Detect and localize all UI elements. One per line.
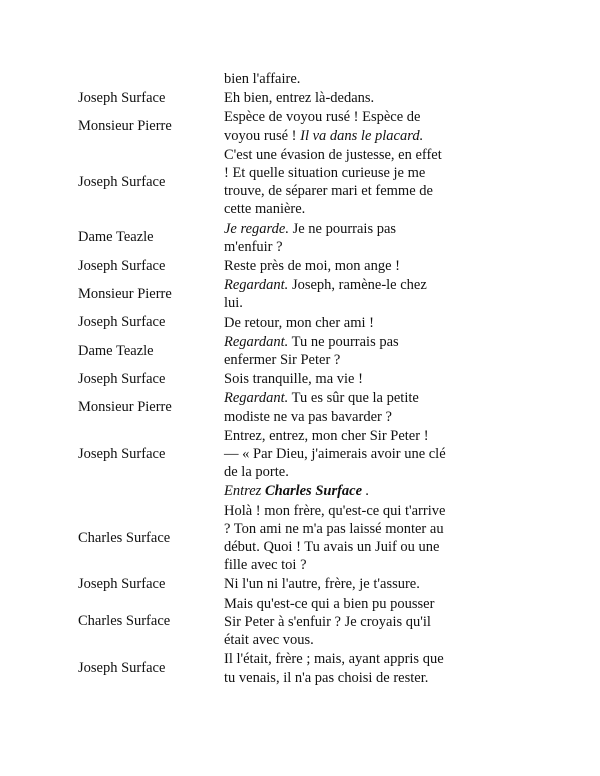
dialogue-text: Reste près de moi, mon ange !: [224, 258, 400, 275]
dialogue-line: [224, 595, 446, 650]
dialogue-row: [0, 575, 600, 593]
speaker-name: Charles Surface: [78, 613, 171, 630]
dialogue-text: Il l'était, frère ; mais, ayant appris que tu venais, il n'a pas choisi de rester.: [224, 651, 444, 686]
dialogue-text: Ni l'un ni l'autre, frère, je t'assure.: [224, 576, 420, 593]
dialogue-line: [224, 70, 446, 88]
dialogue-row: [0, 595, 600, 650]
speaker-name: Joseph Surface: [78, 576, 166, 593]
dialogue-row: [0, 502, 600, 575]
dialogue-row: [0, 389, 600, 425]
dialogue-line: [224, 650, 446, 686]
dialogue-line: [224, 333, 446, 369]
dialogue-text: Tu ne pourrais pas enfermer Sir Peter ?: [224, 333, 399, 369]
dialogue-row: [0, 146, 600, 219]
dialogue-row: [0, 333, 600, 369]
stage-direction: Je regarde.: [224, 220, 289, 237]
speaker-name: Monsieur Pierre: [78, 399, 172, 416]
speaker-name: Monsieur Pierre: [78, 285, 172, 302]
dialogue-line: [224, 108, 446, 144]
dialogue-line: [224, 257, 446, 275]
dialogue-row: [0, 650, 600, 686]
stage-direction: .: [362, 483, 370, 500]
dialogue-row: [0, 427, 600, 482]
stage-direction: Il va dans le placard.: [300, 127, 424, 144]
stage-direction: Entrez: [224, 483, 265, 500]
speaker-name: Joseph Surface: [78, 89, 166, 106]
stage-direction-character: Charles Surface: [264, 483, 363, 500]
dialogue-line: [224, 370, 446, 388]
dialogue-text: Mais qu'est-ce qui a bien pu pousser Sir Peter à s'enfuir ? Je croyais qu'il était avec vous.: [224, 595, 435, 649]
dialogue-text: Eh bien, entrez là-dedans.: [224, 90, 375, 107]
dialogue-text: Holà ! mon frère, qu'est-ce qui t'arrive ? Ton ami ne m'a pas laissé monter au début. Quoi ! Tu avais un Juif ou une fille avec toi ?: [224, 502, 446, 574]
dialogue-text: Tu es sûr que la petite modiste ne va pas bavarder ?: [224, 390, 419, 425]
speaker-name: Joseph Surface: [78, 314, 166, 331]
dialogue-text: C'est une évasion de justesse, en effet ! Et quelle situation curieuse je me trouve, de séparer mari et femme de cette manière.: [224, 146, 442, 218]
dialogue-text: De retour, mon cher ami !: [224, 314, 374, 331]
speaker-name: Joseph Surface: [78, 173, 166, 190]
dialogue-text: Je ne pourrais pas m'enfuir ?: [224, 220, 397, 255]
speaker-name: Monsieur Pierre: [78, 118, 172, 135]
speaker-name: Dame Teazle: [78, 229, 154, 246]
play-script-dialogue: [0, 70, 600, 688]
stage-direction: Regardant.: [224, 333, 289, 350]
dialogue-row: [0, 482, 600, 500]
dialogue-row: [0, 70, 600, 88]
speaker-name: Joseph Surface: [78, 257, 166, 274]
dialogue-line: [224, 502, 446, 575]
stage-direction: Regardant.: [224, 277, 289, 294]
speaker-name: Joseph Surface: [78, 370, 166, 387]
dialogue-row: [0, 276, 600, 312]
speaker-name: Joseph Surface: [78, 660, 166, 676]
dialogue-line: [224, 146, 446, 219]
dialogue-row: [0, 314, 600, 332]
dialogue-line: [224, 220, 446, 256]
dialogue-row: [0, 89, 600, 107]
dialogue-text: Espèce de voyou rusé ! Espèce de voyou rusé !: [224, 109, 421, 144]
dialogue-text: bien l'affaire.: [224, 71, 301, 87]
dialogue-row: [0, 370, 600, 388]
dialogue-row: [0, 257, 600, 275]
dialogue-line: [224, 575, 446, 593]
dialogue-text: Entrez, entrez, mon cher Sir Peter ! — « Par Dieu, j'aimerais avoir une clé de la porte.: [224, 427, 446, 481]
speaker-name: Dame Teazle: [78, 342, 154, 359]
dialogue-line: [224, 276, 446, 312]
speaker-name: Joseph Surface: [78, 445, 166, 462]
speaker-name: Charles Surface: [78, 529, 171, 546]
dialogue-line: [224, 389, 446, 425]
dialogue-text: Joseph, ramène-le chez lui.: [224, 277, 427, 312]
dialogue-row: [0, 220, 600, 256]
dialogue-line: [224, 314, 446, 332]
dialogue-row: [0, 108, 600, 144]
dialogue-line: [224, 427, 446, 482]
dialogue-text: Sois tranquille, ma vie !: [224, 371, 363, 388]
dialogue-line: [224, 89, 446, 107]
stage-direction: Regardant.: [224, 390, 289, 407]
dialogue-line: [224, 482, 446, 500]
